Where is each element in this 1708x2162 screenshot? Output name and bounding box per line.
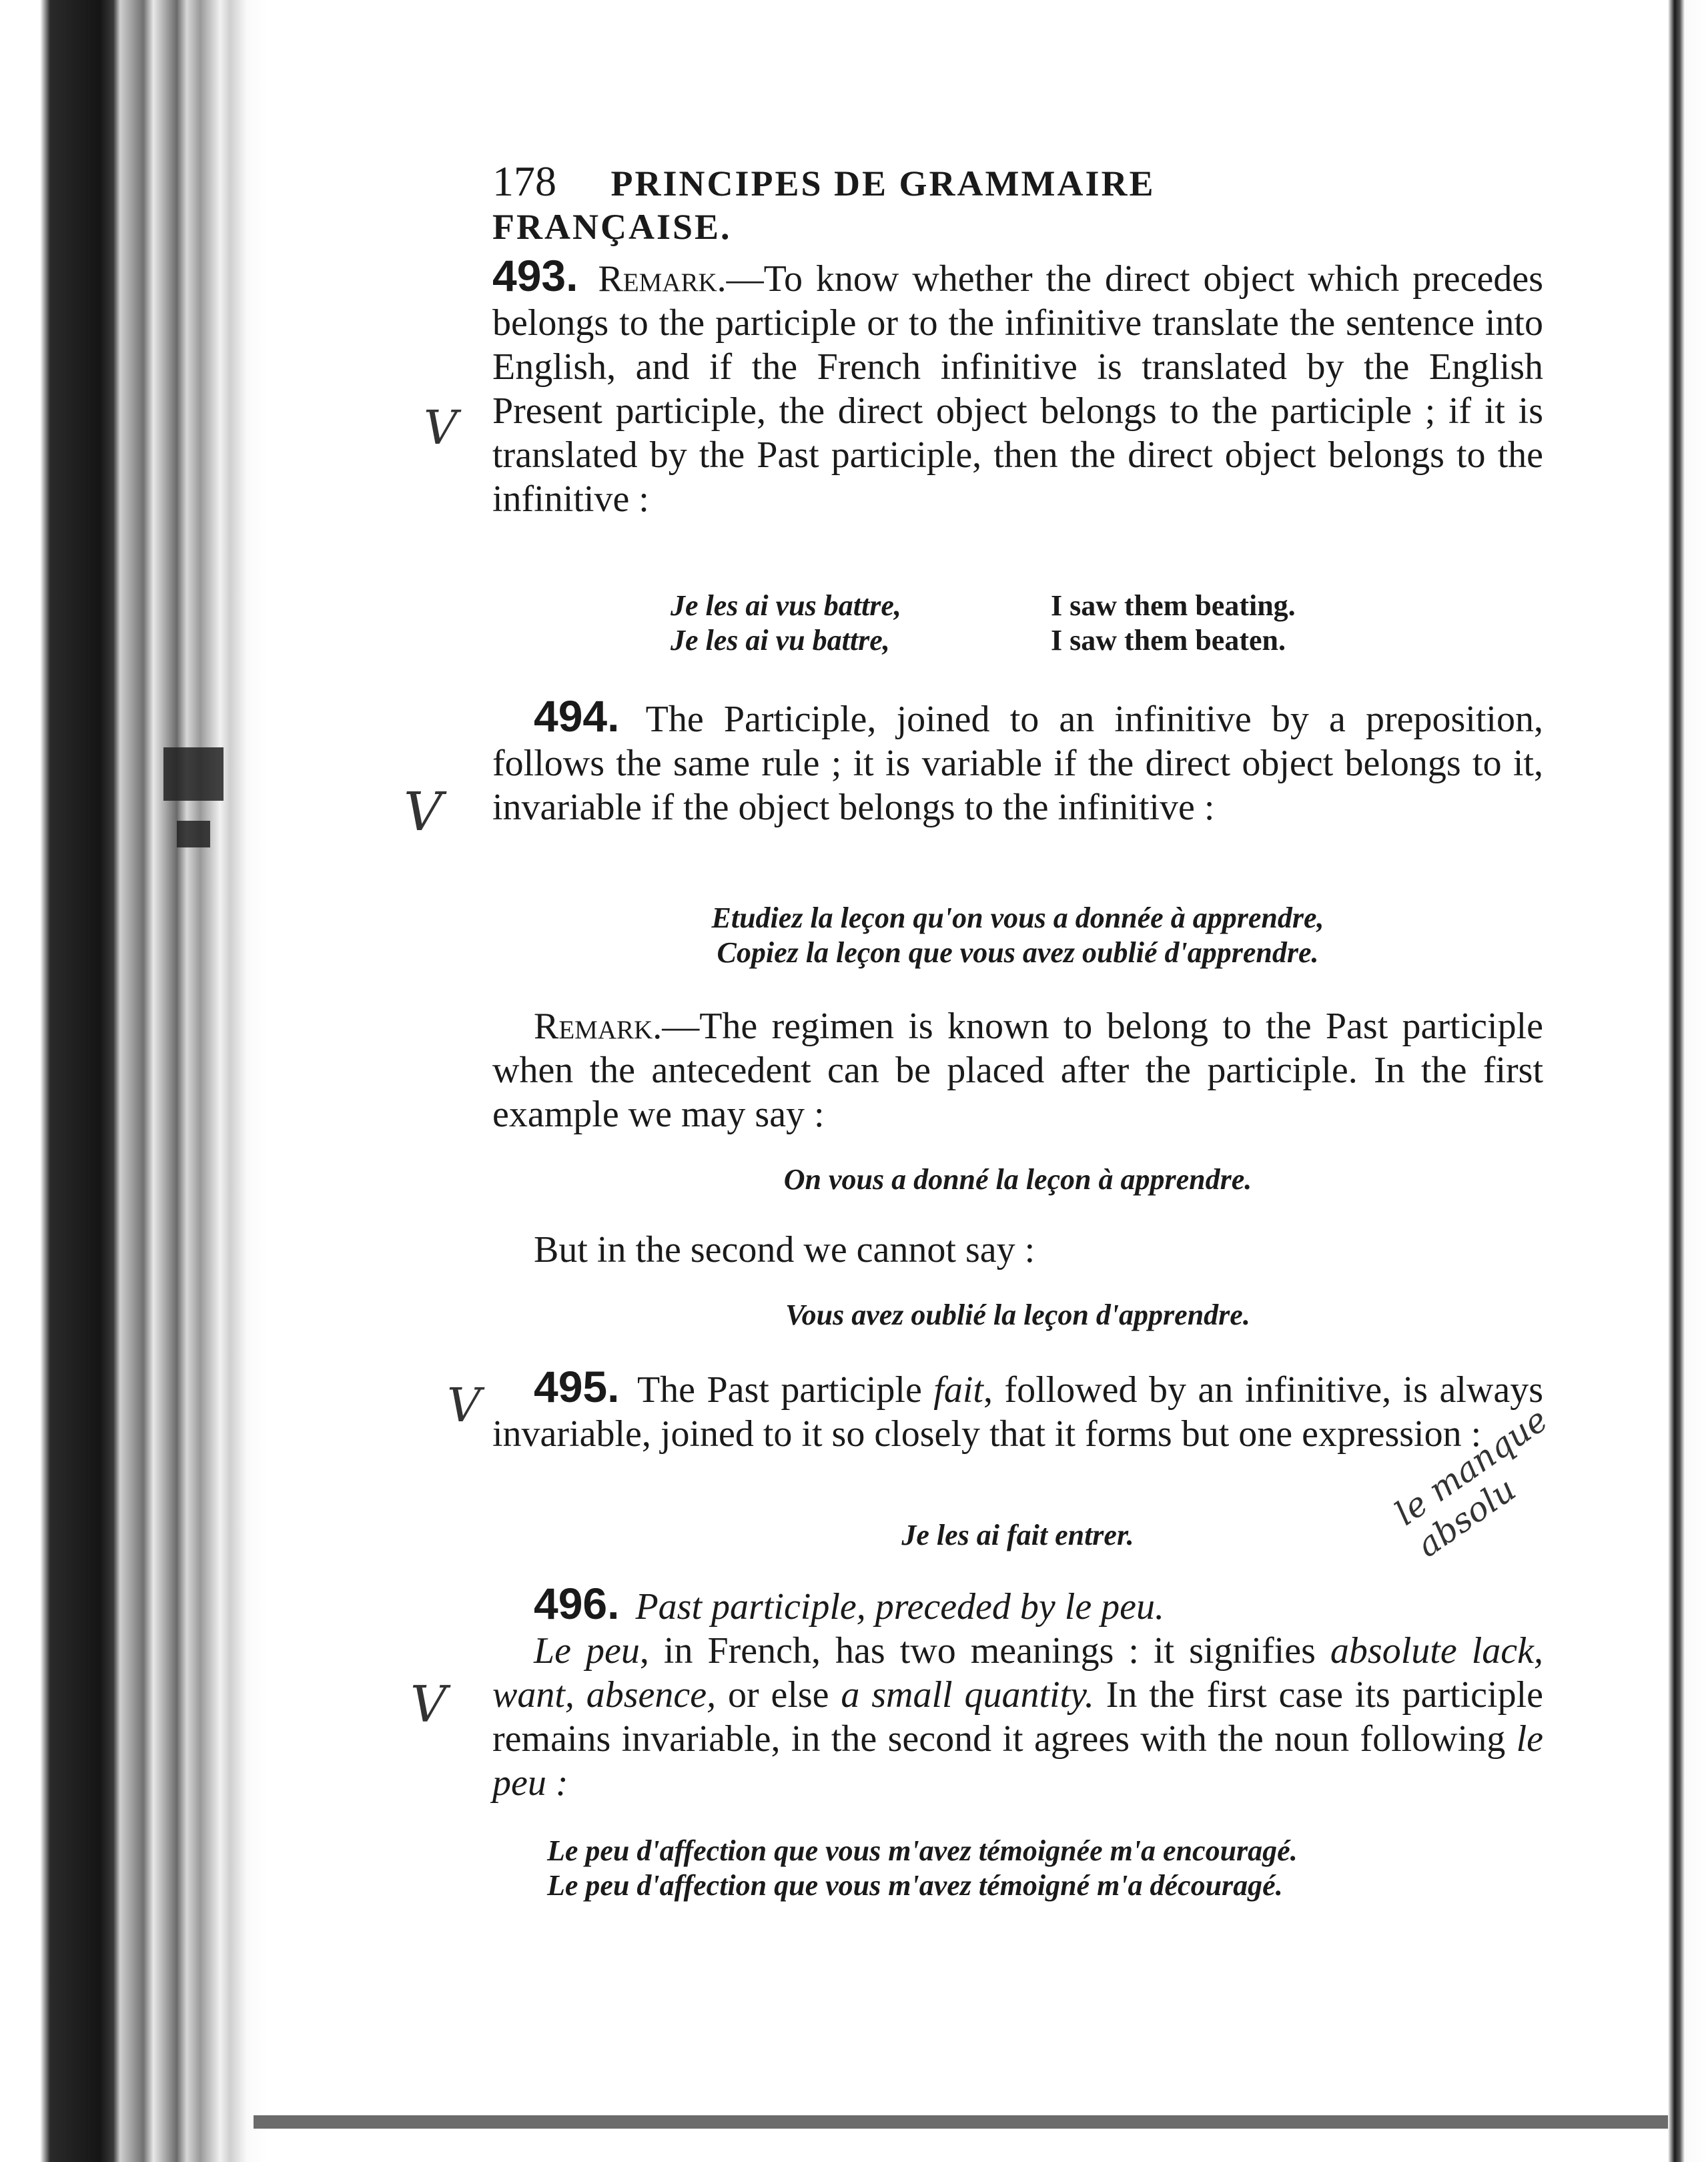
example-line: Je les ai fait entrer.: [901, 1519, 1134, 1551]
example-line: Vous avez oublié la leçon d'apprendre.: [785, 1299, 1250, 1331]
section-number: 496.: [534, 1579, 620, 1628]
example-row: [671, 623, 1404, 658]
but-line: But in the second we cannot say :: [534, 1229, 1035, 1271]
section-number: 493.: [492, 251, 578, 300]
running-title: PRINCIPES DE GRAMMAIRE FRANÇAISE.: [492, 163, 1156, 247]
section-text: , in French, has two meanings : it signifies: [639, 1630, 1330, 1672]
remark-label: Remark.: [598, 258, 727, 300]
example-line: Copiez la leçon que vous avez oublié d'apprendre.: [717, 936, 1319, 969]
section-number: 494.: [534, 691, 620, 741]
edge-stain: [163, 747, 224, 801]
pencil-check-mark: V: [410, 1675, 447, 1734]
example-block-494: [492, 901, 1543, 970]
pencil-check-mark: V: [404, 781, 442, 843]
example-french: Je les ai vu battre,: [671, 624, 890, 657]
page-right-edge: [1655, 0, 1708, 2162]
section-496: [492, 1581, 1543, 1805]
example-line: Le peu d'affection que vous m'avez témoigné m'a découragé.: [547, 1869, 1283, 1902]
example-english: I saw them beaten.: [1051, 624, 1286, 657]
italic-term: le peu :: [492, 1718, 1543, 1804]
page-bottom-edge: [254, 2115, 1668, 2129]
section-text: The Past participle: [636, 1369, 934, 1411]
example-english: I saw them beating.: [1051, 589, 1296, 622]
section-heading: Past participle, preceded by le peu.: [635, 1586, 1165, 1628]
section-text: , followed by an infinitive, is always invariable, joined to it so closely that it forms but one expression :: [492, 1369, 1543, 1455]
example-french: Je les ai vus battre,: [671, 589, 901, 622]
section-text: or else: [716, 1674, 841, 1716]
page-header: [492, 157, 1333, 248]
pencil-margin-note: le manque absolu: [1388, 1400, 1555, 1565]
section-text: —To know whether the direct object which precedes belongs to the participle or to the infinitive translate the sentence into English, and if the French infinitive is translated by the English Present participle, the direct object belongs to the participle ; if it is translated by the Past participle, then the direct object belongs to the infinitive :: [492, 258, 1543, 520]
remark-494: [492, 1004, 1543, 1136]
edge-stain: [177, 821, 210, 847]
italic-term: Le peu: [534, 1630, 640, 1672]
section-number: 495.: [534, 1362, 620, 1411]
example-line: Etudiez la leçon qu'on vous a donnée à apprendre,: [711, 902, 1324, 934]
example-block-496: [547, 1834, 1548, 1903]
example-line: Le peu d'affection que vous m'avez témoignée m'a encouragé.: [547, 1834, 1298, 1867]
page-number: 178: [492, 157, 556, 205]
remark-text: —The regimen is known to belong to the Past participle when the antecedent can be placed after the participle. In the first example we may say :: [492, 1006, 1543, 1135]
section-493: [492, 251, 1543, 521]
book-edge: [0, 0, 267, 2162]
section-494: [492, 691, 1543, 829]
remark-label: Remark.: [534, 1006, 663, 1047]
example-row: [671, 589, 1404, 623]
example-block-493: [671, 589, 1404, 658]
italic-term: fait: [933, 1369, 983, 1411]
italic-term: a small quantity.: [841, 1674, 1094, 1716]
section-495: [492, 1362, 1543, 1456]
italic-term: absolute lack, want, absence,: [492, 1630, 1543, 1716]
pencil-check-mark: V: [447, 1378, 481, 1433]
section-text: The Participle, joined to an infinitive by a preposition, follows the same rule ; it is variable if the direct object belongs to it, invariable if the object belongs to the infinitive :: [492, 699, 1543, 828]
pencil-check-mark: V: [424, 400, 458, 455]
section-text: In the first case its participle remains invariable, in the second it agrees with the noun following: [492, 1674, 1543, 1760]
example-line: On vous a donné la leçon à apprendre.: [783, 1163, 1252, 1196]
